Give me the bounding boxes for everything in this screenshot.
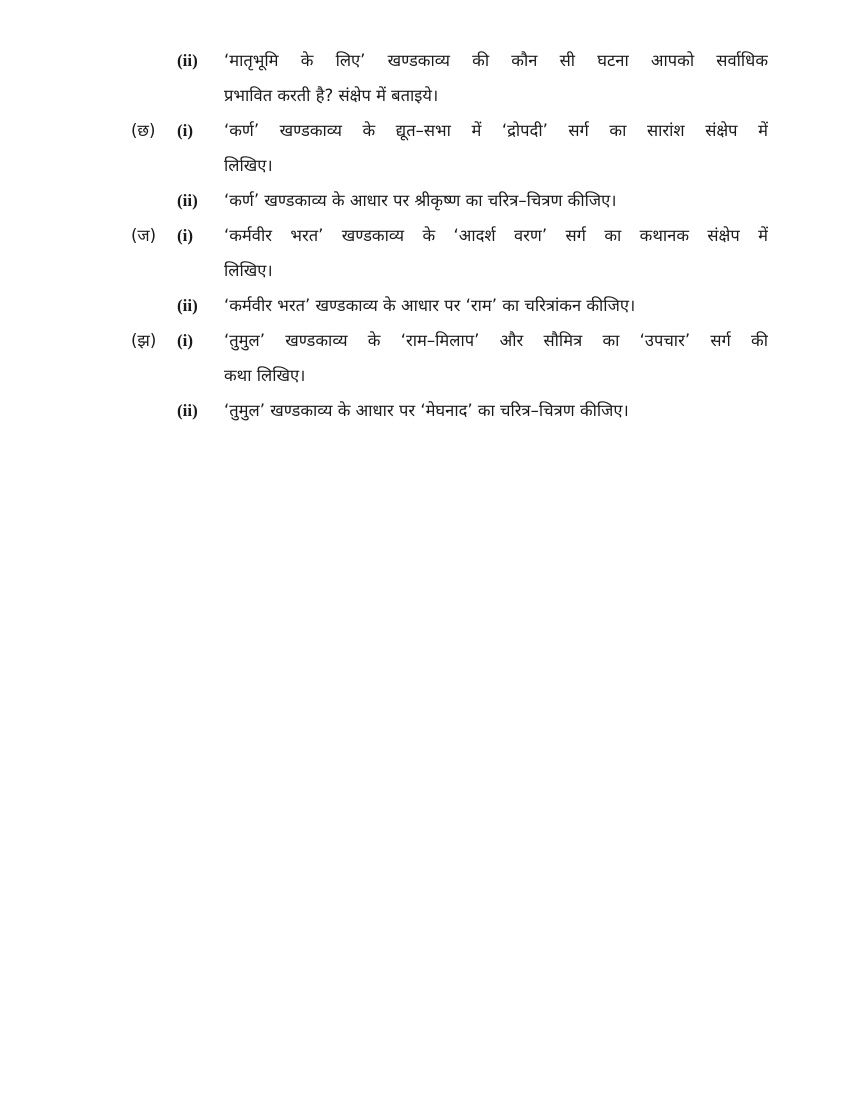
question-tumul-i (0, 323, 850, 393)
section-label: (छ) (131, 121, 156, 140)
question-text-line: ‘कर्मवीर भरत’ खण्डकाव्य के आधार पर ‘राम’ का चरित्रांकन कीजिए। (224, 296, 636, 315)
question-karn-i (0, 113, 850, 183)
section-label: (ज) (131, 226, 157, 245)
question-text-line: ‘कर्मवीर भरत’ खण्डकाव्य के ‘आदर्श वरण’ सर्ग का कथानक संक्षेप में (224, 226, 768, 245)
question-text-line: प्रभावित करती है? संक्षेप में बताइये। (224, 86, 439, 105)
question-tumul-ii (0, 393, 850, 428)
section-label: (झ) (131, 331, 157, 350)
question-matribhumi-ii (0, 43, 850, 113)
sub-label: (ii) (177, 191, 198, 210)
sub-label: (ii) (177, 401, 198, 420)
question-text-line: ‘कर्ण’ खण्डकाव्य के द्यूत–सभा में ‘द्रोपदी’ सर्ग का सारांश संक्षेप में (224, 121, 768, 140)
question-karmveer-bharat-i (0, 218, 850, 288)
sub-label: (ii) (177, 296, 198, 315)
exam-page (0, 43, 850, 428)
question-text-line: कथा लिखिए। (224, 366, 306, 385)
question-text-line: लिखिए। (224, 261, 273, 280)
sub-label: (i) (177, 331, 194, 350)
question-karmveer-bharat-ii (0, 288, 850, 323)
question-text-line: ‘कर्ण’ खण्डकाव्य के आधार पर श्रीकृष्ण का चरित्र–चित्रण कीजिए। (224, 191, 617, 210)
question-text-line: ‘मातृभूमि के लिए’ खण्डकाव्य की कौन सी घटना आपको सर्वाधिक (224, 51, 768, 70)
sub-label: (i) (177, 121, 194, 140)
question-text-line: लिखिए। (224, 156, 273, 175)
sub-label: (ii) (177, 51, 198, 70)
question-text-line: ‘तुमुल’ खण्डकाव्य के ‘राम–मिलाप’ और सौमित्र का ‘उपचार’ सर्ग की (224, 331, 768, 350)
question-text-line: ‘तुमुल’ खण्डकाव्य के आधार पर ‘मेघनाद’ का चरित्र–चित्रण कीजिए। (224, 401, 629, 420)
sub-label: (i) (177, 226, 194, 245)
question-karn-ii (0, 183, 850, 218)
